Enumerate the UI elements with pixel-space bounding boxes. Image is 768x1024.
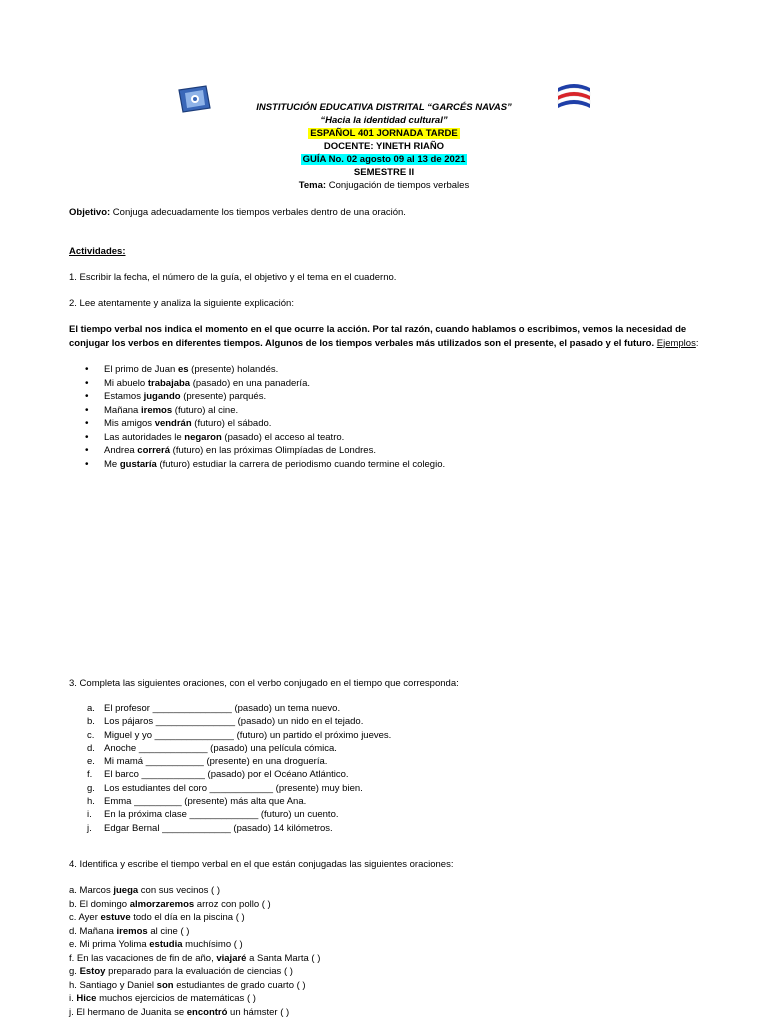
topic-line: Tema: Conjugación de tiempos verbales [298, 180, 470, 191]
objective-label: Objetivo: [69, 207, 111, 218]
identify-list [69, 884, 320, 1019]
complete-list [69, 702, 391, 835]
list-item: b. Los pájaros _______________ (pasado) un nido en el tejado. [87, 716, 364, 728]
activity-1: 1. Escribir la fecha, el número de la guía, el objetivo y el tema en el cuaderno. [69, 272, 397, 283]
objective-line [69, 206, 406, 219]
activity-3: 3. Completa las siguientes oraciones, con el verbo conjugado en el tiempo que corresponda: [69, 678, 459, 689]
explanation-paragraph: El tiempo verbal nos indica el momento en el que ocurre la acción. Por tal razón, cuando hablamos o escribimos, vemos la necesidad de conjugar los verbos en diferentes tiempos. Algunos de los tiempos verbales más utilizados son el presente, el pasado y el futuro. Ejemplos: [69, 324, 699, 349]
list-item: • Andrea correrá (futuro) en las próximas Olimpíadas de Londres. [69, 444, 445, 458]
list-item: • Las autoridades le negaron (pasado) el acceso al teatro. [69, 431, 445, 445]
list-item: f. En las vacaciones de fin de año, viajaré a Santa Marta ( ) [69, 952, 321, 964]
guide-number: GUÍA No. 02 agosto 09 al 13 de 2021 [302, 154, 466, 165]
list-item: c. Miguel y yo _______________ (futuro) un partido el próximo jueves. [87, 729, 392, 741]
activities-title: Actividades: [69, 246, 126, 257]
list-item: d. Anoche _____________ (pasado) una película cómica. [87, 742, 337, 754]
list-item: g. Los estudiantes del coro ____________ (presente) muy bien. [87, 782, 363, 794]
activity-4: 4. Identifica y escribe el tiempo verbal en el que están conjugadas las siguientes oraciones: [69, 859, 454, 870]
objective-text: Conjuga adecuadamente los tiempos verbales dentro de una oración. [110, 207, 406, 218]
activity-2: 2. Lee atentamente y analiza la siguiente explicación: [69, 298, 294, 309]
list-item: h. Santiago y Daniel son estudiantes de grado cuarto ( ) [69, 979, 306, 991]
list-item: i. Hice muchos ejercicios de matemáticas ( ) [69, 993, 256, 1004]
document-header [0, 101, 768, 192]
institution-name: INSTITUCIÓN EDUCATIVA DISTRITAL “GARCÉS NAVAS” [256, 102, 512, 113]
list-item: j. El hermano de Juanita se encontró un hámster ( ) [69, 1006, 290, 1018]
semester-label: SEMESTRE II [353, 167, 415, 178]
list-item: j. Edgar Bernal _____________ (pasado) 14 kilómetros. [87, 822, 333, 834]
list-item: e. Mi mamá ___________ (presente) en una droguería. [87, 756, 328, 768]
list-item: d. Mañana iremos al cine ( ) [69, 925, 190, 937]
list-item: b. El domingo almorzaremos arroz con pollo ( ) [69, 898, 271, 910]
list-item: h. Emma _________ (presente) más alta que Ana. [87, 796, 307, 808]
list-item: • Mi abuelo trabajaba (pasado) en una panadería. [69, 377, 445, 391]
course-name: ESPAÑOL 401 JORNADA TARDE [310, 128, 458, 139]
explanation-text: El tiempo verbal nos indica el momento en el que ocurre la acción. Por tal razón, cuando hablamos o escribimos, vemos la necesidad de conjugar los verbos en diferentes tiempos. Algunos de los tiempos verbales más utilizados son el presente, el pasado y el futuro. [69, 324, 687, 349]
list-item: i. En la próxima clase _____________ (futuro) un cuento. [87, 809, 339, 821]
list-item: e. Mi prima Yolima estudia muchísimo ( ) [69, 939, 243, 950]
institution-motto: “Hacia la identidad cultural” [320, 115, 448, 126]
list-item: • Mañana iremos (futuro) al cine. [69, 404, 445, 418]
list-item: • Me gustaría (futuro) estudiar la carrera de periodismo cuando termine el colegio. [69, 458, 445, 472]
list-item: a. El profesor _______________ (pasado) un tema nuevo. [87, 703, 341, 714]
list-item: g. Estoy preparado para la evaluación de ciencias ( ) [69, 966, 293, 977]
list-item: • El primo de Juan es (presente) holandés. [69, 363, 445, 377]
topic-text: Conjugación de tiempos verbales [326, 180, 470, 191]
list-item: • Estamos jugando (presente) parqués. [69, 390, 445, 404]
list-item: a. Marcos juega con sus vecinos ( ) [69, 885, 221, 896]
examples-list [69, 363, 445, 471]
list-item: f. El barco ____________ (pasado) por el Océano Atlántico. [87, 769, 349, 781]
list-item: • Mis amigos vendrán (futuro) el sábado. [69, 417, 445, 431]
list-item: c. Ayer estuve todo el día en la piscina ( ) [69, 912, 245, 923]
teacher-name: DOCENTE: YINETH RIAÑO [323, 141, 445, 152]
examples-label: Ejemplos [656, 337, 696, 349]
